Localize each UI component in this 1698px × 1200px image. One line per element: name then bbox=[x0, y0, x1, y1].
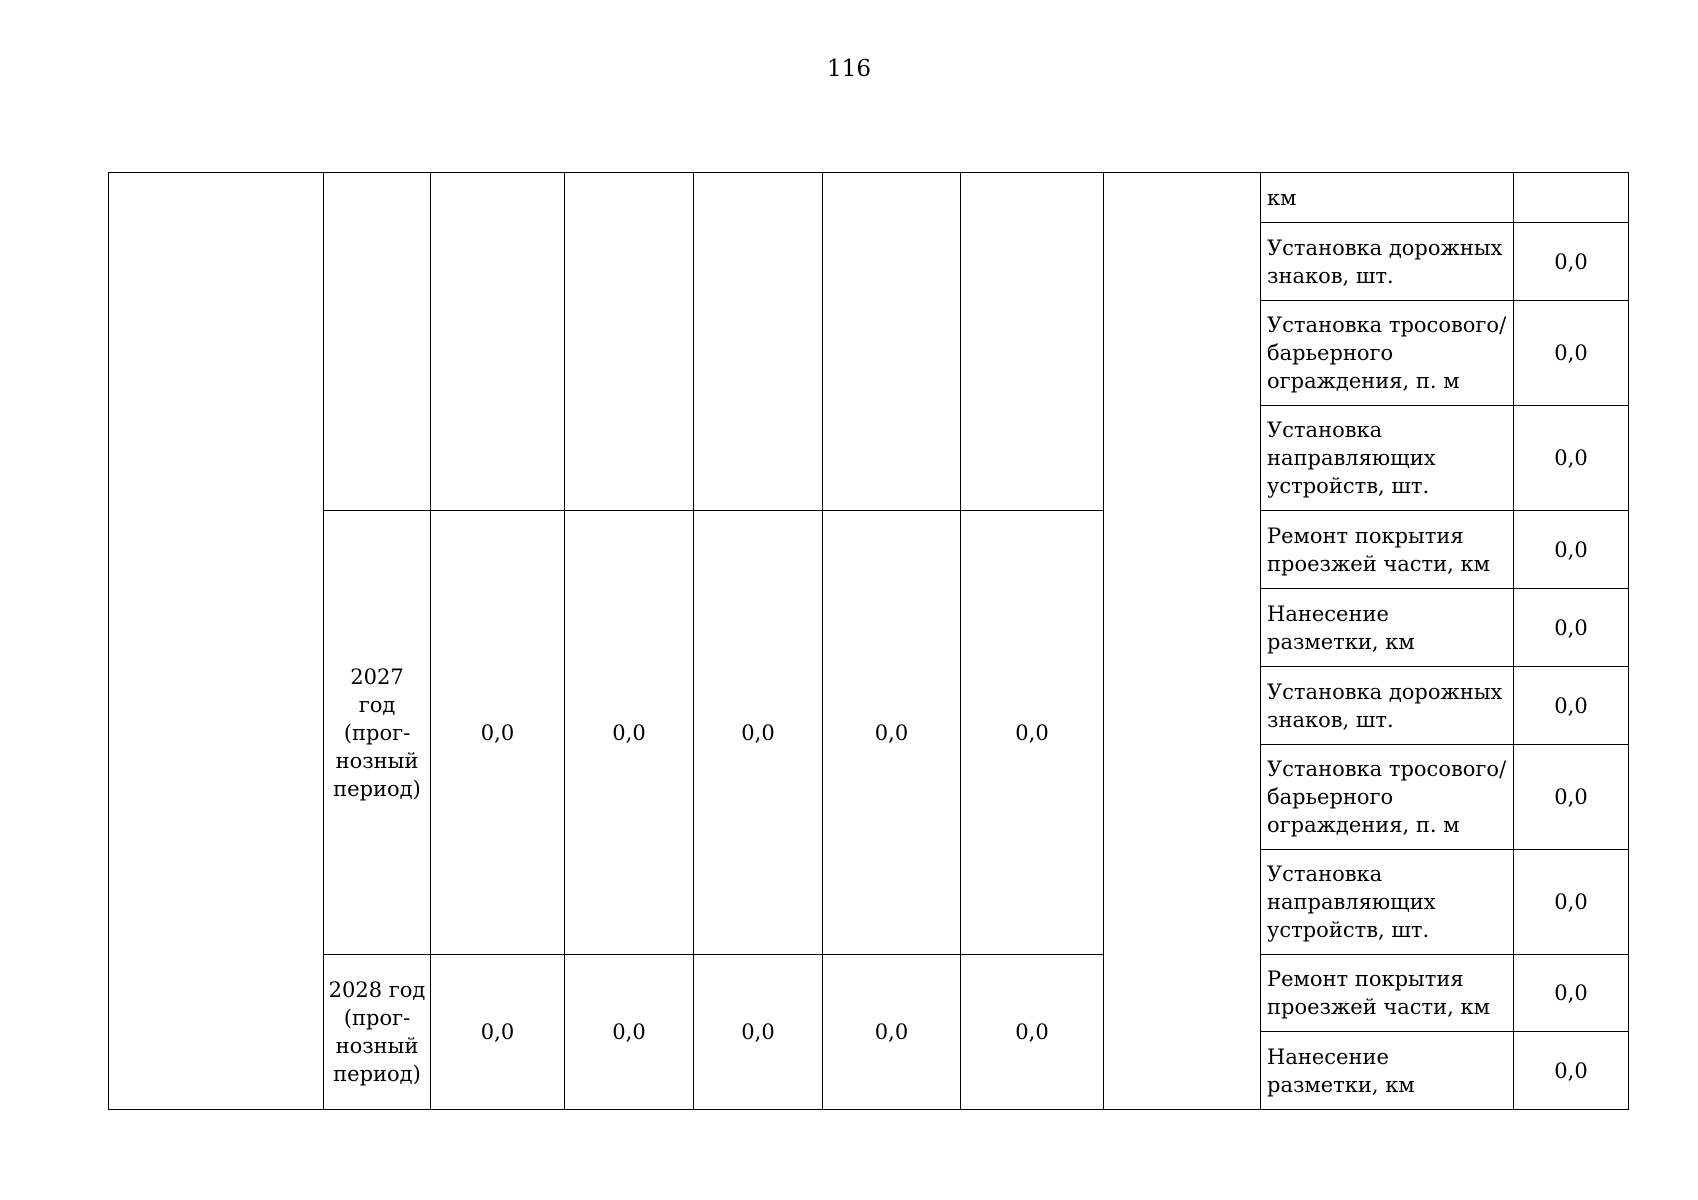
indicator-value bbox=[1514, 173, 1629, 223]
page-number: 116 bbox=[827, 56, 871, 82]
indicator-value: 0,0 bbox=[1514, 850, 1629, 955]
period-value: 0,0 bbox=[565, 955, 694, 1110]
period-value: 0,0 bbox=[823, 955, 961, 1110]
empty-cell bbox=[961, 173, 1104, 511]
period-label-line: 2028 год bbox=[328, 978, 426, 1002]
empty-cell bbox=[565, 173, 694, 511]
empty-cell bbox=[324, 173, 431, 511]
period-value: 0,0 bbox=[823, 511, 961, 955]
period-label-line: 2027 bbox=[350, 664, 404, 689]
empty-cell bbox=[823, 173, 961, 511]
indicator-value: 0,0 bbox=[1514, 667, 1629, 745]
period-value: 0,0 bbox=[694, 955, 823, 1110]
indicator-value: 0,0 bbox=[1514, 955, 1629, 1032]
period-label-2028 bbox=[324, 955, 431, 1110]
indicator-value: 0,0 bbox=[1514, 1032, 1629, 1110]
indicator-cell: Нанесение разметки, км bbox=[1261, 589, 1514, 667]
indicator-cell: Нанесение разметки, км bbox=[1261, 1032, 1514, 1110]
indicator-value: 0,0 bbox=[1514, 223, 1629, 301]
indicator-cell: км bbox=[1261, 173, 1514, 223]
table-row bbox=[109, 173, 1629, 223]
indicator-cell: Ремонт покрытия проезжей части, км bbox=[1261, 511, 1514, 589]
period-value: 0,0 bbox=[961, 511, 1104, 955]
indicator-value: 0,0 bbox=[1514, 511, 1629, 589]
empty-cell bbox=[694, 173, 823, 511]
period-label-line: (прог- bbox=[343, 720, 411, 745]
period-label-line: период) bbox=[333, 776, 421, 801]
indicator-value: 0,0 bbox=[1514, 301, 1629, 406]
indicator-cell: Ремонт покрытия проезжей части, км bbox=[1261, 955, 1514, 1032]
table-row bbox=[109, 955, 1629, 1032]
indicator-cell: Установка направляющих устройств, шт. bbox=[1261, 406, 1514, 511]
indicator-cell: Установка тросового/барьерного ограждения, п. м bbox=[1261, 301, 1514, 406]
period-value: 0,0 bbox=[431, 511, 565, 955]
period-value: 0,0 bbox=[961, 955, 1104, 1110]
period-label-line: нозный bbox=[335, 748, 419, 773]
table-row bbox=[109, 511, 1629, 589]
indicator-value: 0,0 bbox=[1514, 406, 1629, 511]
indicator-value: 0,0 bbox=[1514, 745, 1629, 850]
period-label-line: нозный bbox=[335, 1034, 419, 1058]
period-label-2027 bbox=[324, 511, 431, 955]
indicator-cell: Установка направляющих устройств, шт. bbox=[1261, 850, 1514, 955]
period-value: 0,0 bbox=[694, 511, 823, 955]
indicator-cell: Установка тросового/барьерного ограждения, п. м bbox=[1261, 745, 1514, 850]
period-value: 0,0 bbox=[431, 955, 565, 1110]
period-value: 0,0 bbox=[565, 511, 694, 955]
empty-cell bbox=[109, 173, 324, 1110]
period-label-line: период) bbox=[333, 1062, 421, 1086]
indicator-cell: Установка дорожных знаков, шт. bbox=[1261, 667, 1514, 745]
period-label-line: год bbox=[358, 692, 396, 717]
indicator-value: 0,0 bbox=[1514, 589, 1629, 667]
budget-table bbox=[108, 172, 1629, 1110]
empty-cell bbox=[1104, 173, 1261, 1110]
period-label-line: (прог- bbox=[343, 1006, 411, 1030]
empty-cell bbox=[431, 173, 565, 511]
indicator-cell: Установка дорожных знаков, шт. bbox=[1261, 223, 1514, 301]
